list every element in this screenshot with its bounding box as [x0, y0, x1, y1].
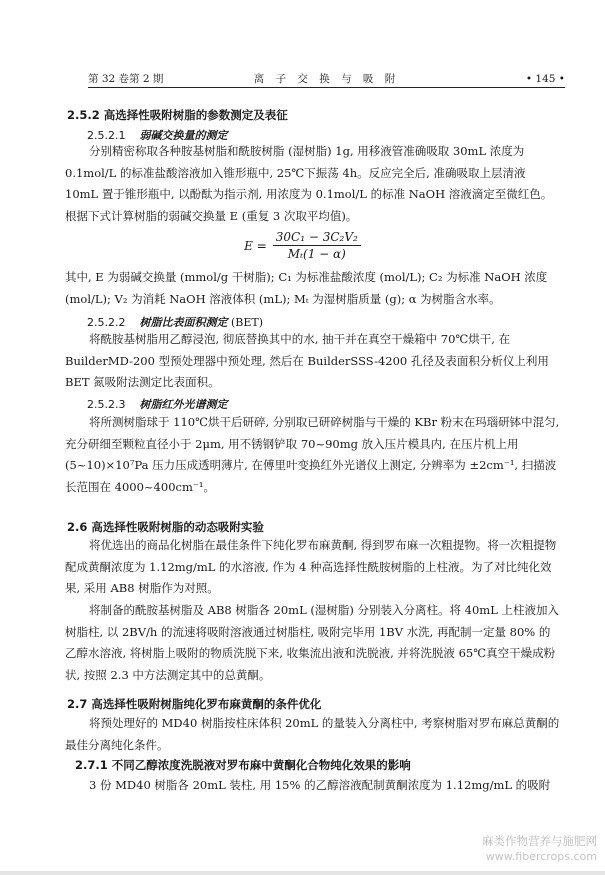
section-heading-2-7: 2.7 高选择性吸附树脂纯化罗布麻黄酮的条件优化	[67, 697, 322, 711]
journal-issue: 第 32 卷第 2 期	[88, 73, 164, 85]
page-bottom-edge	[0, 871, 605, 875]
paragraph-dynamic-adsorption-2: 将制备的酰胺基树脂及 AB8 树脂各 20mL (湿树脂) 分别装入分离柱。将 40mL 上柱液加入树脂柱, 以 2BV/h 的流速将吸附溶液通过树脂柱, 吸附完毕用 1BV 水洗, 再配制一定量 80% 的乙醇水溶液, 将树脂上吸附的物质洗脱下来, 收集流出液和洗脱液, 并将洗脱液 65℃真空干燥成粉状, 按照 2.3 中方法测定其中的总黄酮。	[65, 603, 559, 682]
formula-lhs: E =	[244, 238, 267, 253]
paragraph-condition-optimization: 将预处理好的 MD40 树脂按柱床体积 20mL 的量装入分离柱中, 考察树脂对罗布麻总黄酮的最佳分离纯化条件。	[65, 716, 560, 752]
site-watermark	[482, 833, 597, 865]
paragraph-bet-method: 将酰胺基树脂用乙醇浸泡, 彻底替换其中的水, 抽干并在真空干燥箱中 70℃烘干, 在 BuilderMD-200 型预处理器中预处理, 然后在 BuilderSSS-4200 孔径及表面积分析仪上利用 BET 氮吸附法测定比表面积。	[65, 332, 549, 389]
watermark-name: 麻类作物营养与施肥网	[482, 834, 597, 848]
subsection-title: 弱碱交换量的测定	[139, 129, 228, 142]
paragraph-formula-variables: 其中, E 为弱碱交换量 (mmol/g 干树脂); C₁ 为标准盐酸浓度 (mol/L); C₂ 为标准 NaOH 浓度 (mol/L); V₂ 为消耗 NaOH 溶液体积 (mL); Mₜ 为湿树脂质量 (g); α 为树脂含水率。	[65, 270, 548, 306]
paragraph-ethanol-elution: 3 份 MD40 树脂各 20mL 装柱, 用 15% 的乙醇溶液配制黄酮浓度为 1.12mg/mL 的吸附	[89, 778, 551, 792]
subsection-title-suffix: (BET)	[230, 316, 264, 329]
subsection-number: 2.5.2.2	[87, 316, 126, 329]
paragraph-weak-base-method: 分别精密称取各种胺基树脂和酰胺树脂 (湿树脂) 1g, 用移液管准确吸取 30mL 浓度为 0.1mol/L 的标准盐酸溶液加入锥形瓶中, 25℃下振荡 4h。反应完全后, 准确吸取上层清液 10mL 置于锥形瓶中, 以酚酞为指示剂, 用浓度为 0.1mol/L 的标准 NaOH 溶液滴定至微红色。根据下式计算树脂的弱碱交换量 E (重复 3 次取平均值)。	[65, 144, 553, 223]
formula-denominator: Mₜ(1 − α)	[287, 247, 346, 261]
page-number: • 145 •	[525, 73, 565, 85]
subsection-number: 2.5.2.3	[87, 398, 126, 411]
running-head	[88, 71, 565, 88]
subsection-heading-2-5-2-2	[87, 314, 263, 330]
subsection-number: 2.5.2.1	[87, 129, 126, 142]
paragraph-ir-method: 将所测树脂球于 110℃烘干后研碎, 分别取已研碎树脂与干燥的 KBr 粉末在玛瑙研钵中混匀, 充分研细至颗粒直径小于 2μm, 用不锈钢铲取 70~90mg 放入压片模具内, 在压片机上用 (5~10)×10⁷Pa 压力压成透明薄片, 在傅里叶变换红外光谱仪上测定, 分辨率为 ±2cm⁻¹, 扫描波长范围在 4000~400cm⁻¹。	[65, 415, 560, 494]
section-heading-2-5-2: 2.5.2 高选择性吸附树脂的参数测定及表征	[67, 108, 288, 122]
paragraph-dynamic-adsorption-1: 将优选出的商品化树脂在最佳条件下纯化罗布麻黄酮, 得到罗布麻一次粗提物。将一次粗提物配成黄酮浓度为 1.12mg/mL 的水溶液, 作为 4 种高选择性酰胺树脂的上柱液。为了对比纯化效果, 采用 AB8 树脂作为对照。	[65, 538, 557, 595]
subsection-heading-2-5-2-3	[87, 396, 227, 412]
subsection-title: 树脂红外光谱测定	[139, 398, 228, 411]
subsection-title: 树脂比表面积测定	[139, 316, 228, 329]
section-heading-2-7-1: 2.7.1 不同乙醇浓度洗脱液对罗布麻中黄酮化合物纯化效果的影响	[75, 758, 411, 772]
watermark-url: www.fibercrops.com	[485, 850, 597, 863]
formula-numerator: 30C₁ − 3C₂V₂	[273, 229, 361, 246]
section-heading-2-6: 2.6 高选择性吸附树脂的动态吸附实验	[67, 520, 264, 534]
journal-title: 离 子 交 换 与 吸 附	[253, 73, 400, 85]
exchange-capacity-formula	[0, 229, 605, 262]
